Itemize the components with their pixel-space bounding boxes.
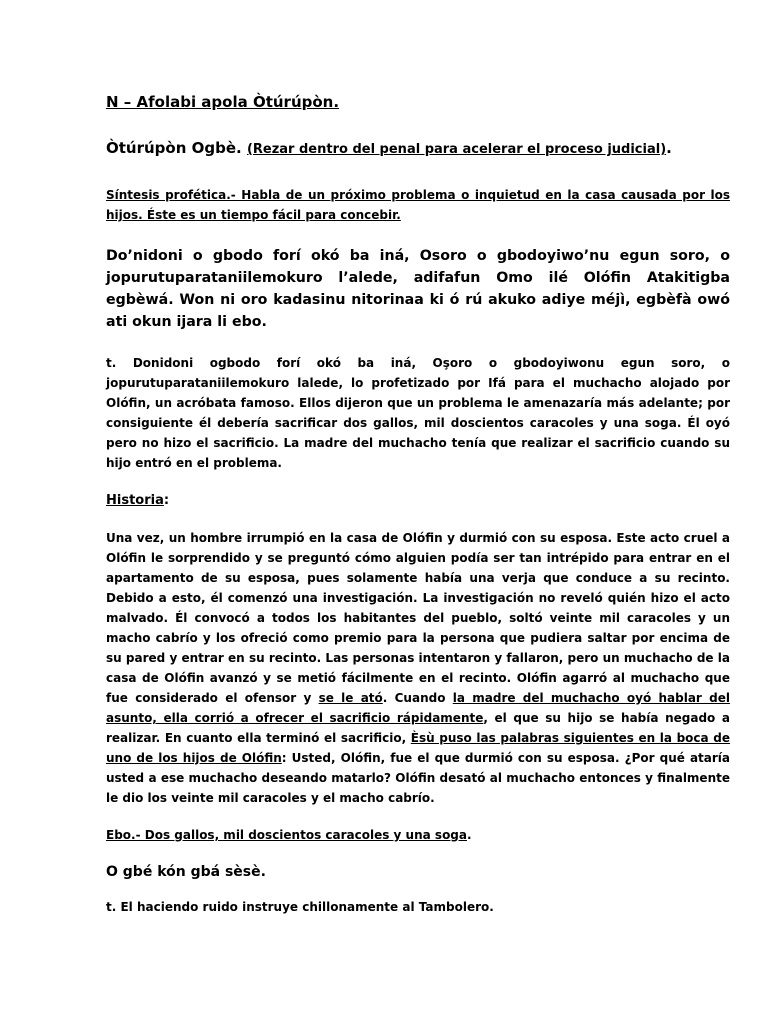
story-text-3: , el que su hijo se había negado a realizar. En cuanto ella terminó el sacrificio, xyxy=(106,711,730,745)
story-text-4: : Usted, Olófin, fue el que durmió con su esposa. ¿Por qué ataría usted a ese muchacho deseando matarlo? Olófin desató al muchacho entonces y finalmente le dio los veinte mil caracoles y el macho cabrío. xyxy=(106,751,731,805)
prophetic-synthesis: Síntesis profética.- Habla de un próximo problema o inquietud en la casa causada por los hijos. Éste es un tiempo fácil para concebir. xyxy=(106,188,730,222)
ebo-text: Ebo.- Dos gallos, mil doscientos caracoles y una soga xyxy=(106,828,467,842)
odu-subtitle xyxy=(106,139,730,157)
verse-translation: t. Donidoni ogbodo forí okó ba iná, Oşoro o gbodoyiwonu egun soro, o jopurutuparataniilemokuro lalede, lo profetizado por Ifá para el muchacho alojado por Olófin, un acróbata famoso. Ellos dijeron que un problema le amenazaría más adelante; por consiguiente él debería sacrificar dos gallos, mil doscientos caracoles y una soga. Él oyó pero no hizo el sacrificio. La madre del muchacho tenía que realizar el sacrificio cuando su hijo entró en el problema. xyxy=(106,356,730,470)
historia-heading xyxy=(106,493,730,508)
ebo-line xyxy=(106,828,730,842)
historia-colon: : xyxy=(163,493,170,508)
ebo-period: . xyxy=(467,828,472,842)
story-text-1: Una vez, un hombre irrumpió en la casa de Olófin y durmió con su esposa. Este acto cruel a Olófin le sorprendido y se preguntó cómo alguien podía ser tan intrépido para entrar en el apartamento de su esposa, pues solamente había una verja que conduce a su recinto. Debido a esto, él comenzó una investigación. La investigación no reveló quién hizo el acto malvado. Él convocó a todos los habitantes del pueblo, soltó veinte mil caracoles y un macho cabrío y los ofreció como premio para la persona que pudiera saltar por encima de su pared y entrar en su recinto. Las personas intentaron y fallaron, pero un muchacho de la casa de Olófin avanzó y se metió fácilmente en el recinto. Olófin agarró al muchacho que fue considerado el ofensor y xyxy=(106,531,730,705)
story-paragraph xyxy=(106,528,730,808)
yoruba-verse: Do’nidoni o gbodo forí okó ba iná, Osoro o gbodoyiwo’nu egun soro, o jopurutuparataniilemokuro l’alede, adifafun Omo ilé Olófin Atakitigba egbèwá. Won ni oro kadasinu nitorinaa ki ó rú akuko adiye méjì, egbèfà owó ati okun ijara li ebo. xyxy=(106,248,730,330)
odu-purpose-note: (Rezar dentro del penal para acelerar el proceso judicial) xyxy=(246,142,667,157)
second-verse-translation: t. El haciendo ruido instruye chillonamente al Tambolero. xyxy=(106,900,494,914)
document-title: N – Afolabi apola Òtúrúpòn. xyxy=(106,93,340,111)
historia-label: Historia xyxy=(106,493,164,508)
story-underline-2: la madre del muchacho oyó hablar del asunto, ella corrió a ofrecer el sacrificio rápidamente xyxy=(106,691,730,725)
subtitle-period: . xyxy=(666,139,672,157)
story-underline-1: se le ató xyxy=(318,691,383,705)
second-verse: O gbé kón gbá sèsè. xyxy=(106,864,266,880)
story-underline-3: Èsù puso las palabras siguientes en la boca de uno de los hijos de Olófin xyxy=(106,731,730,765)
odu-name: Òtúrúpòn Ogbè. xyxy=(106,139,247,157)
story-text-2: . Cuando xyxy=(382,691,453,705)
